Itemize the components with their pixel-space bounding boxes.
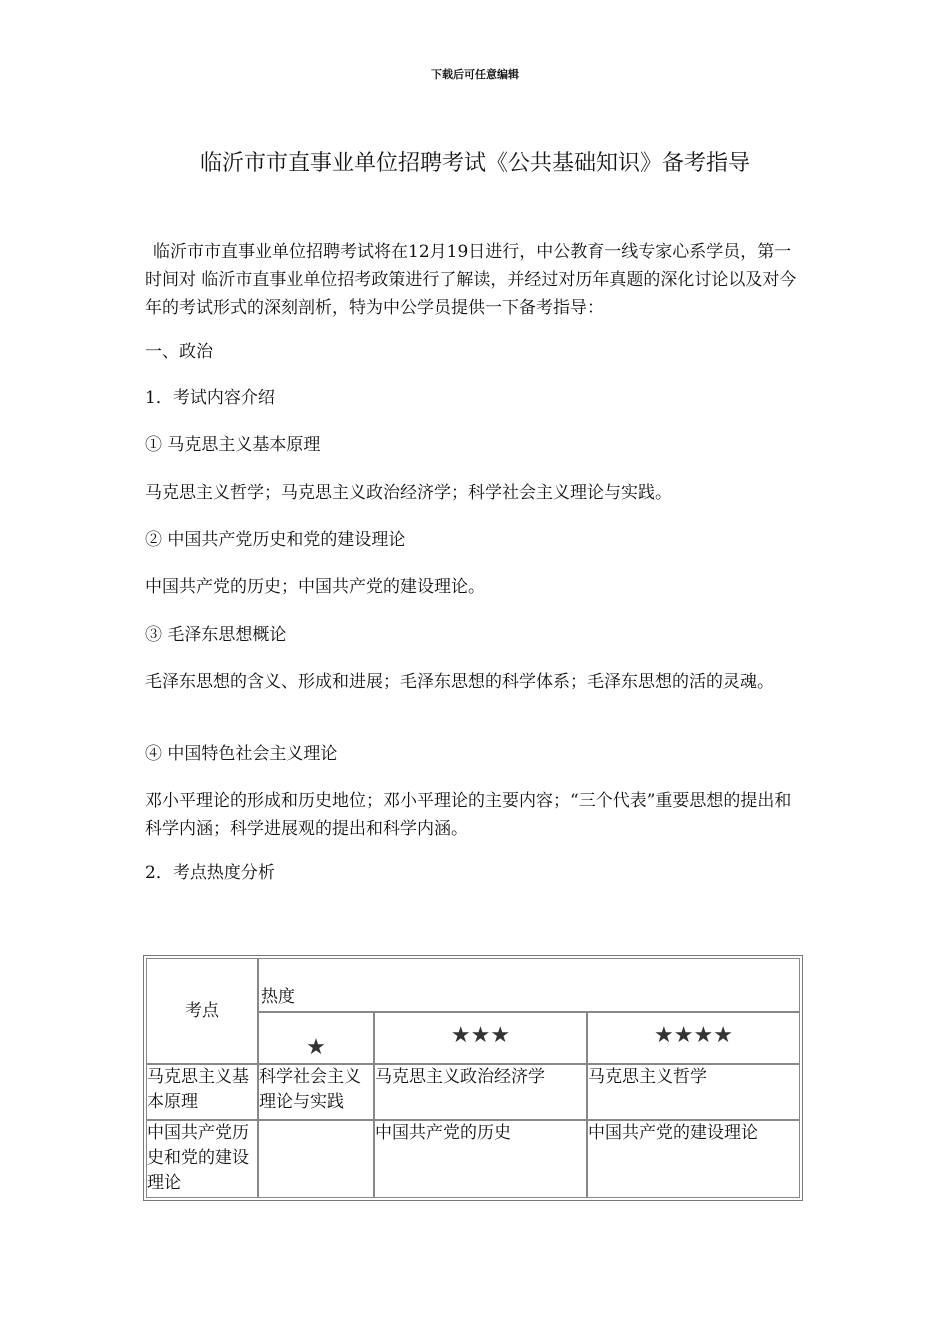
table-row1-topic: 马克思主义基本原理: [146, 1064, 258, 1120]
page-title: 临沂市市直事业单位招聘考试《公共基础知识》备考指导: [199, 151, 750, 176]
table-header-star4: ★★★★: [587, 1012, 800, 1064]
intro-paragraph: 临沂市市直事业单位招聘考试将在12月19日进行，中公教育一线专家心系学员，第一时间对 临沂市直事业单位招考政策进行了解读，并经过对历年真题的深化讨论以及对今年的考试形式的深刻剖析，特为中公学员提供一下备考指导：: [145, 242, 797, 318]
heat-table: [143, 955, 803, 1201]
subsection-heat-analysis: 2．考点热度分析: [145, 863, 275, 883]
header-note: 下载后可任意编辑: [431, 68, 519, 81]
item3-title: ③ 毛泽东思想概论: [145, 625, 287, 645]
table-row1-star3: 马克思主义政治经济学: [374, 1064, 587, 1120]
item3-text: 毛泽东思想的含义、形成和进展；毛泽东思想的科学体系；毛泽东思想的活的灵魂。: [145, 672, 774, 692]
item1-text: 马克思主义哲学；马克思主义政治经济学；科学社会主义理论与实践。: [145, 483, 672, 503]
item4-text: 邓小平理论的形成和历史地位；邓小平理论的主要内容；“三个代表”重要思想的提出和科学内涵；科学进展观的提出和科学内涵。: [145, 791, 792, 839]
item2-title: ② 中国共产党历史和党的建设理论: [145, 530, 406, 550]
section-politics-heading: 一、政治: [145, 342, 213, 362]
table-row2-topic: 中国共产党历史和党的建设理论: [146, 1120, 258, 1198]
table-header-kaodian: 考点: [146, 958, 258, 1064]
item1-title: ① 马克思主义基本原理: [145, 435, 321, 455]
table-row2-star1: [258, 1120, 374, 1198]
item4-title: ④ 中国特色社会主义理论: [145, 744, 338, 764]
table-header-star1: ★: [258, 1012, 374, 1064]
table-header-star3: ★★★: [374, 1012, 587, 1064]
item2-text: 中国共产党的历史；中国共产党的建设理论。: [145, 577, 485, 597]
table-row1-star1: 科学社会主义理论与实践: [258, 1064, 374, 1120]
table-row1-star4: 马克思主义哲学: [587, 1064, 800, 1120]
table-row2-star3: 中国共产党的历史: [374, 1120, 587, 1198]
table-row2-star4: 中国共产党的建设理论: [587, 1120, 800, 1198]
subsection-exam-content: 1．考试内容介绍: [145, 388, 275, 408]
table-header-redu: 热度: [258, 958, 800, 1012]
